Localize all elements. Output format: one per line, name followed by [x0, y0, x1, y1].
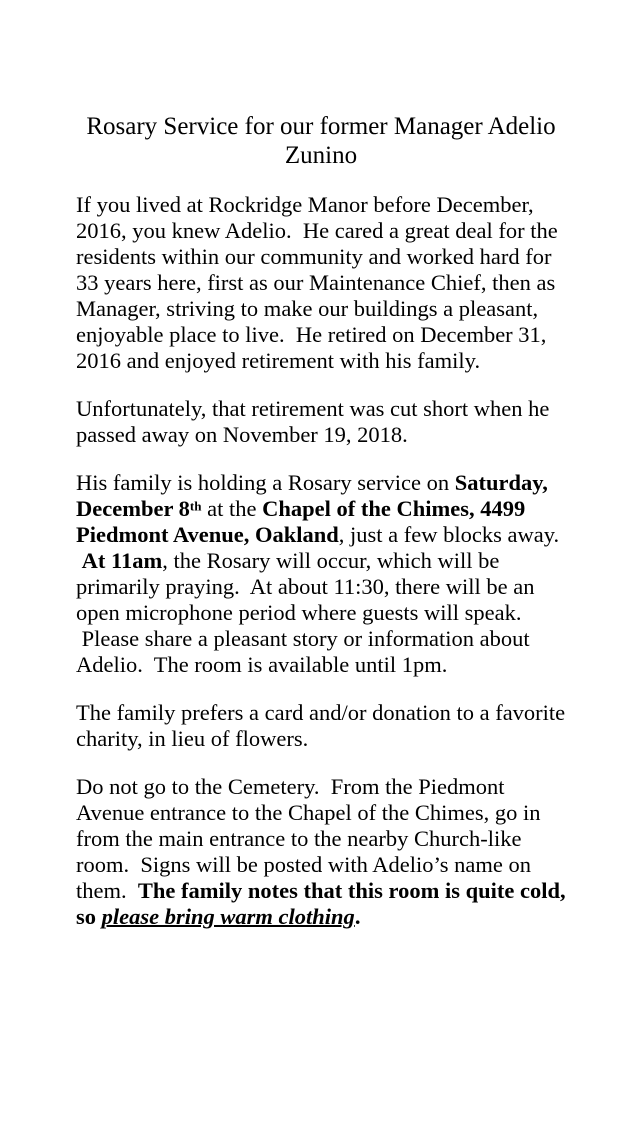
- text-segment: please bring warm clothing: [101, 904, 355, 929]
- text-segment: at the: [201, 496, 263, 521]
- text-segment: primarily praying. At about 11:30, there will be an: [76, 574, 535, 599]
- text-segment: .: [354, 904, 361, 929]
- text-segment: , the Rosary will occur, which will be: [162, 548, 500, 573]
- text-line: [76, 652, 566, 678]
- text-segment: The family notes that this room is quite cold,: [137, 878, 566, 903]
- text-segment: enjoyable place to live. He retired on December 31,: [76, 322, 547, 347]
- text-line: [76, 800, 566, 826]
- text-line: [76, 496, 566, 522]
- text-segment: 2016, you knew Adelio. He cared a great deal for the: [76, 218, 558, 243]
- text-line: [76, 322, 566, 348]
- text-segment: At 11am: [81, 548, 163, 573]
- text-line: [76, 470, 566, 496]
- text-line: [76, 700, 566, 726]
- text-line: [76, 852, 566, 878]
- text-segment: Avenue entrance to the Chapel of the Chimes, go in: [76, 800, 541, 825]
- text-segment: Adelio. The room is available until 1pm.: [76, 652, 448, 677]
- text-segment: Manager, striving to make our buildings a pleasant,: [76, 296, 539, 321]
- text-segment: , just a few blocks away.: [338, 522, 560, 547]
- title-line: Zunino: [284, 142, 358, 169]
- text-segment: Saturday,: [454, 470, 548, 495]
- text-segment: The family prefers a card and/or donation to a favorite: [76, 700, 566, 725]
- text-segment: so: [76, 904, 102, 929]
- text-segment: Unfortunately, that retirement was cut short when he: [76, 396, 550, 421]
- text-line: [76, 600, 566, 626]
- text-line: [76, 422, 566, 448]
- text-line: [76, 218, 566, 244]
- paragraph: [76, 700, 566, 752]
- text-segment: open microphone period where guests will speak.: [76, 600, 522, 625]
- text-segment: If you lived at Rockridge Manor before December,: [76, 192, 534, 217]
- text-line: [76, 826, 566, 852]
- text-segment: room. Signs will be posted with Adelio’s name on: [76, 852, 531, 877]
- text-segment: 33 years here, first as our Maintenance Chief, then as: [76, 270, 556, 295]
- text-segment: from the main entrance to the nearby Church-like: [76, 826, 522, 851]
- paragraph: [76, 470, 566, 678]
- text-line: [76, 192, 566, 218]
- text-segment: charity, in lieu of flowers.: [76, 726, 309, 751]
- text-line: [76, 270, 566, 296]
- text-line: [76, 574, 566, 600]
- text-line: [76, 296, 566, 322]
- title-line: Rosary Service for our former Manager Adelio: [86, 113, 556, 140]
- text-line: [76, 878, 566, 904]
- text-line: [76, 522, 566, 548]
- paragraph: [76, 396, 566, 448]
- text-segment: Please share a pleasant story or information about: [76, 626, 530, 651]
- text-line: [76, 348, 566, 374]
- document-title: [76, 112, 566, 170]
- text-line: [76, 626, 566, 652]
- text-line: [76, 774, 566, 800]
- text-line: [76, 548, 566, 574]
- text-segment: them.: [76, 878, 138, 903]
- text-segment: th: [189, 498, 202, 514]
- text-line: [76, 726, 566, 752]
- text-line: [76, 396, 566, 422]
- text-segment: passed away on November 19, 2018.: [76, 422, 408, 447]
- document-body: [76, 192, 566, 930]
- text-segment: Do not go to the Cemetery. From the Piedmont: [76, 774, 505, 799]
- text-segment: residents within our community and worked hard for: [76, 244, 552, 269]
- text-segment: Chapel of the Chimes, 4499: [262, 496, 526, 521]
- paragraph: [76, 774, 566, 930]
- paragraph: [76, 192, 566, 374]
- text-segment: His family is holding a Rosary service on: [76, 470, 455, 495]
- text-line: [76, 244, 566, 270]
- text-segment: December 8: [76, 496, 190, 521]
- text-line: [76, 904, 566, 930]
- text-segment: Piedmont Avenue, Oakland: [76, 522, 339, 547]
- text-segment: 2016 and enjoyed retirement with his family.: [76, 348, 481, 373]
